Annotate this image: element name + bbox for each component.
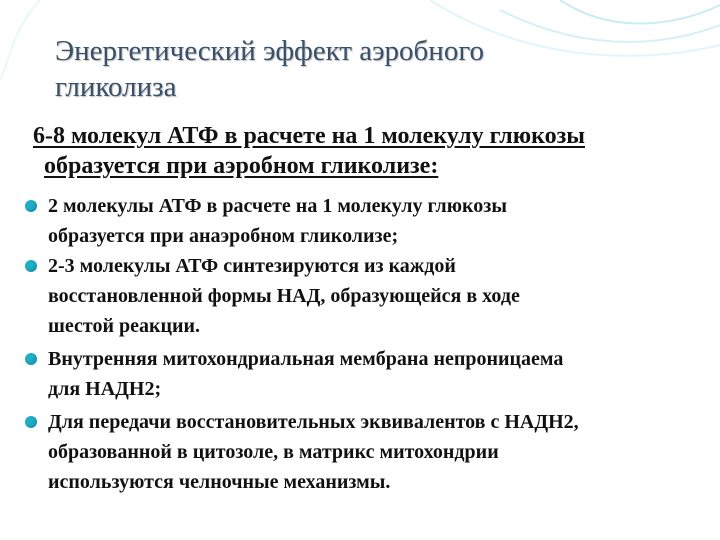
bullet-list	[25, 191, 690, 497]
bullet-text-line: восстановленной формы НАД, образующейся в ходе	[48, 285, 520, 307]
bullet-item	[25, 251, 690, 341]
bullet-text-line: 2-3 молекулы АТФ синтезируются из каждой	[48, 255, 456, 277]
bullet-dot-icon	[25, 200, 37, 212]
bullet-text-line: для НАДН2;	[48, 378, 162, 400]
bullet-text-line: образованной в цитозоле, в матрикс митохондрии	[48, 441, 499, 463]
lead-line-2: образуется при аэробном гликолизе:	[44, 153, 439, 179]
bullet-text-line: 2 молекулы АТФ в расчете на 1 молекулу глюкозы	[48, 195, 507, 217]
bullet-dot-icon	[25, 260, 37, 272]
bullet-text-line: Внутренняя митохондриальная мембрана непроницаема	[48, 348, 564, 370]
bullet-text-line: образуется при анаэробном гликолизе;	[48, 225, 399, 247]
title-line-2: гликолиза	[55, 71, 177, 103]
lead-line-1: 6-8 молекул АТФ в расчете на 1 молекулу глюкозы	[33, 123, 585, 149]
bullet-text-line: Для передачи восстановительных эквивалентов с НАДН2,	[48, 411, 579, 433]
bullet-item	[25, 344, 690, 404]
bullet-dot-icon	[25, 416, 37, 428]
slide-title	[55, 33, 575, 105]
bullet-item	[25, 407, 690, 497]
bullet-text-line: используются челночные механизмы.	[48, 471, 391, 493]
bullet-dot-icon	[25, 353, 37, 365]
bullet-text-line: шестой реакции.	[48, 315, 201, 337]
bullet-item	[25, 191, 690, 251]
lead-statement	[33, 121, 693, 181]
title-line-1: Энергетический эффект аэробного	[55, 35, 484, 67]
